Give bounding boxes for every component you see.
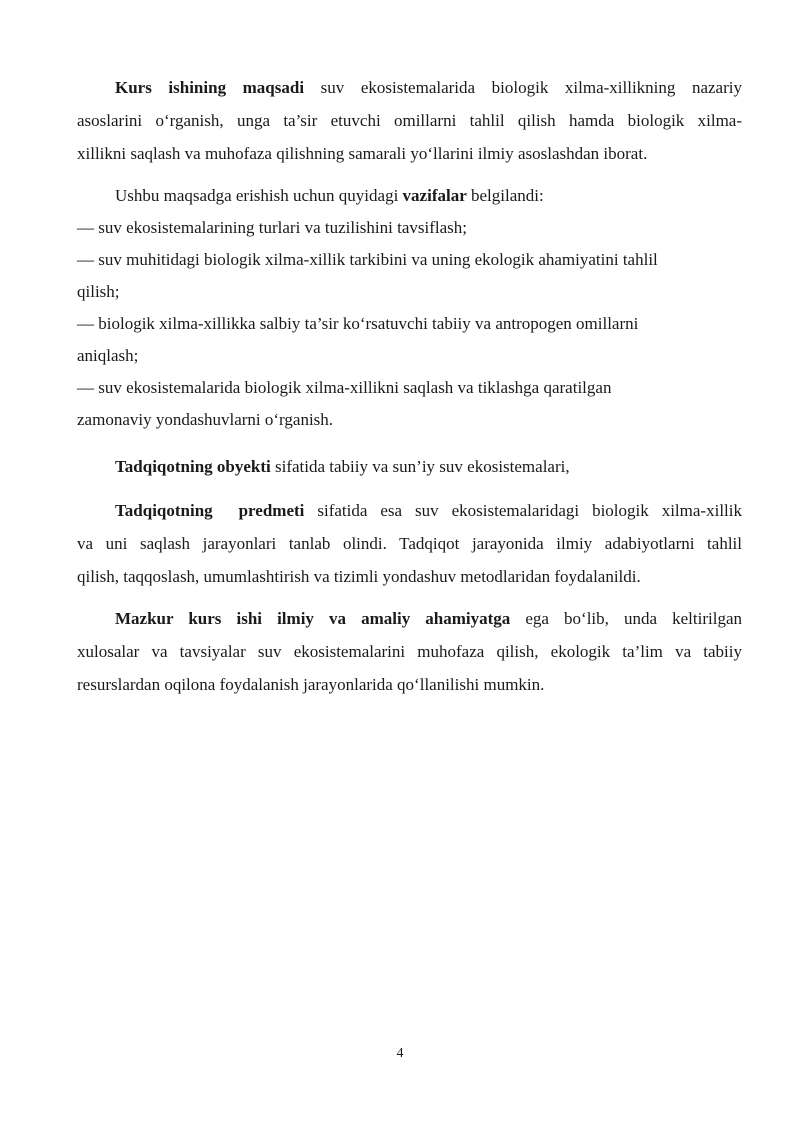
subject-paragraph <box>77 494 742 593</box>
subject-line-1 <box>77 494 742 527</box>
task-item-2-continuation: qilish; <box>77 282 120 301</box>
tasks-intro-bold: vazifalar <box>402 186 467 205</box>
purpose-line-3: xillikni saqlash va muhofaza qilishning samarali yo‘llarini ilmiy asoslashdan iborat. <box>77 144 648 163</box>
tasks-intro <box>115 180 780 212</box>
tasks-intro-text-after: belgilandi: <box>466 186 544 205</box>
task-item-3: — biologik xilma-xillikka salbiy ta’sir ko‘rsatuvchi tabiiy va antropogen omillarni <box>77 314 639 333</box>
significance-line-1 <box>77 602 742 635</box>
significance-line-2: xulosalar va tavsiyalar suv ekosistemalarini muhofaza qilish, ekologik ta’lim va tabiiy <box>77 642 742 661</box>
significance-paragraph <box>77 602 742 701</box>
significance-lead: Mazkur kurs ishi ilmiy va amaliy ahamiyatga <box>115 609 511 628</box>
purpose-lead: Kurs ishining maqsadi <box>115 78 305 97</box>
significance-line-1-text: ega bo‘lib, unda keltirilgan <box>510 609 742 628</box>
task-item-4-continuation: zamonaviy yondashuvlarni o‘rganish. <box>77 410 334 429</box>
task-item-3-continuation: aniqlash; <box>77 346 139 365</box>
task-item-2: — suv muhitidagi biologik xilma-xillik tarkibini va uning ekologik ahamiyatini tahlil <box>77 250 658 269</box>
significance-line-3: resurslardan oqilona foydalanish jarayonlarida qo‘llanilishi mumkin. <box>77 675 545 694</box>
subject-line-2: va uni saqlash jarayonlari tanlab olindi. Tadqiqot jarayonida ilmiy adabiyotlarni tahlil <box>77 534 742 553</box>
purpose-paragraph <box>77 71 742 170</box>
task-item-1: — suv ekosistemalarining turlari va tuzilishini tavsiflash; <box>77 218 467 237</box>
object-paragraph <box>115 451 780 483</box>
object-text: sifatida tabiiy va sun’iy suv ekosistemalari, <box>270 457 570 476</box>
task-item-4: — suv ekosistemalarida biologik xilma-xillikni saqlash va tiklashga qaratilgan <box>77 378 612 397</box>
purpose-line-1 <box>77 71 742 104</box>
purpose-line-2: asoslarini o‘rganish, unga ta’sir etuvchi omillarni tahlil qilish hamda biologik xilma- <box>77 111 742 130</box>
page-number: 4 <box>396 1046 404 1061</box>
tasks-intro-text-before: Ushbu maqsadga erishish uchun quyidagi <box>115 186 403 205</box>
object-lead: Tadqiqotning obyekti <box>115 457 271 476</box>
purpose-line-1-text: suv ekosistemalarida biologik xilma-xillikning nazariy <box>304 78 742 97</box>
tasks-list <box>77 212 742 436</box>
subject-line-1-text: sifatida esa suv ekosistemalaridagi biologik xilma-xillik <box>304 501 742 520</box>
subject-lead: Tadqiqotning predmeti <box>115 501 305 520</box>
subject-line-3: qilish, taqqoslash, umumlashtirish va tizimli yondashuv metodlaridan foydalanildi. <box>77 567 641 586</box>
